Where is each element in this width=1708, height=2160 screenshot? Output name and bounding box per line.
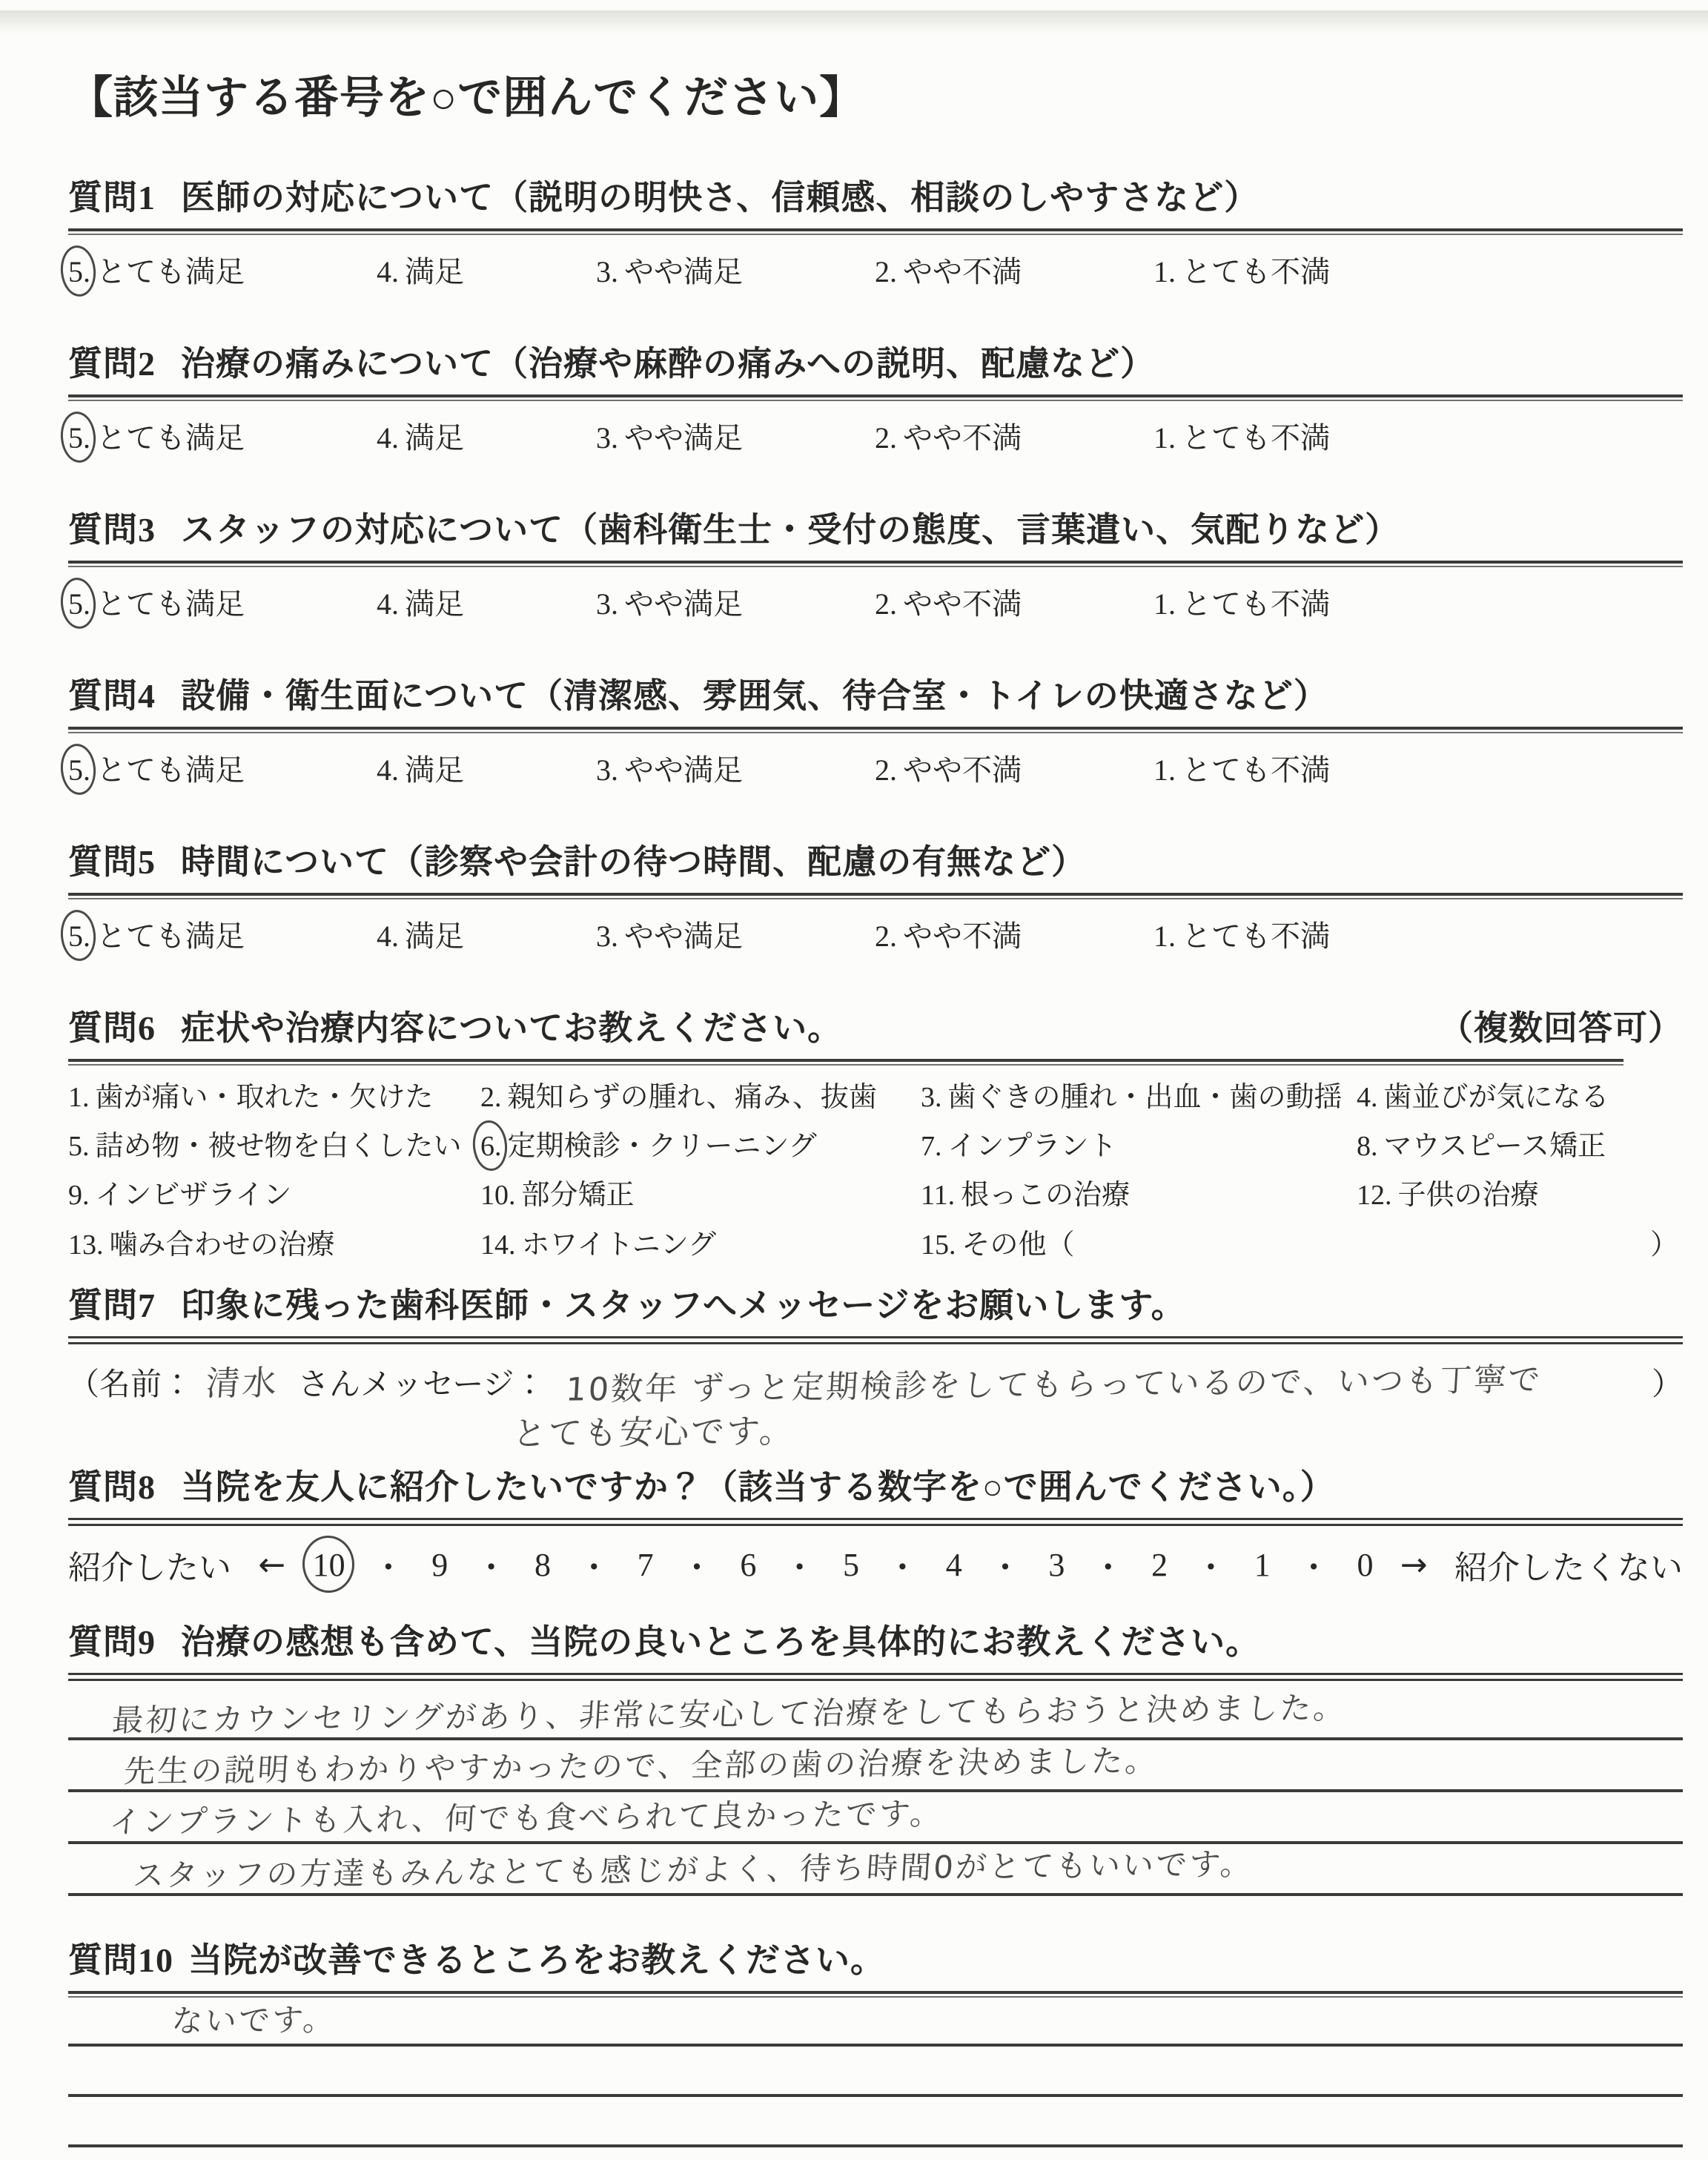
section-divider — [68, 727, 1683, 733]
name-label: （名前： — [68, 1368, 193, 1403]
question-title: 印象に残った歯科医師・スタッフへメッセージをお願いします。 — [181, 1287, 1186, 1325]
nps-number-7: 7 — [637, 1546, 654, 1583]
selection-circle: 5. — [68, 753, 90, 787]
selection-circle: 5. — [68, 420, 90, 455]
question-title: 当院が改善できるところをお教えください。 — [188, 1941, 885, 1980]
nps-number-2: 2 — [1151, 1546, 1168, 1583]
rating-option-label: 満足 — [405, 254, 464, 288]
answer-line — [68, 1681, 1683, 1740]
answer-line — [68, 1844, 1683, 1896]
rating-option-label: 満足 — [405, 420, 464, 455]
message-label: さんメッセージ： — [298, 1368, 546, 1403]
handwritten-message-line1: 10数年 ずっと定期検診をしてもらっているので、いつも丁寧で — [564, 1361, 1543, 1409]
symptom-option-6-selected: 6. 定期検診・クリーニング — [480, 1129, 921, 1163]
rating-option-label: やや満足 — [624, 919, 743, 953]
message-row — [68, 1356, 1683, 1409]
handwritten-name: 清水 — [205, 1362, 280, 1404]
question-4-heading — [68, 675, 1683, 718]
rating-option-2: 2. やや不満 — [875, 254, 1022, 288]
nps-dot: ・ — [577, 1550, 611, 1587]
selection-circle: 5. — [68, 587, 90, 621]
rating-option-2: 2. やや不満 — [875, 919, 1022, 953]
rating-row-q2 — [68, 415, 1683, 457]
question-6-heading — [68, 1007, 1683, 1050]
answer-line — [68, 1792, 1683, 1844]
section-divider — [68, 228, 1683, 235]
rating-option-5-selected — [68, 747, 245, 789]
nps-dot: ・ — [474, 1550, 508, 1587]
question-10 — [68, 1939, 1683, 2160]
rating-option-2: 2. やや不満 — [875, 587, 1022, 621]
question-number: 質問6 — [68, 1008, 156, 1047]
nps-number-1: 1 — [1254, 1546, 1271, 1583]
nps-dot: ・ — [1297, 1550, 1331, 1587]
question-7-heading — [68, 1284, 1683, 1327]
handwritten-answer-line3: インプラントも入れ、何でも食べられて良かったです。 — [108, 1795, 944, 1840]
right-arrow-icon: → — [1400, 1545, 1428, 1584]
question-1-heading — [68, 176, 1683, 219]
symptom-option-3: 3. 歯ぐきの腫れ・出血・歯の動揺 — [921, 1081, 1343, 1113]
handwritten-answer-line2: 先生の説明もわかりやすかったので、全部の歯の治療を決めました。 — [122, 1742, 1159, 1790]
selection-circle-nps-10: 10 — [312, 1546, 345, 1583]
rating-option-4: 4. 満足 — [377, 420, 464, 455]
other-close-paren: ） — [1649, 1229, 1678, 1261]
handwritten-answer-line1: 最初にカウンセリングがあり、非常に安心して治療をしてもらおうと決めました。 — [110, 1689, 1348, 1739]
handwritten-message-line2-wrap — [512, 1405, 1683, 1454]
answer-line — [68, 1998, 1683, 2047]
nps-number-0: 0 — [1357, 1546, 1374, 1583]
symptom-option-1: 1. 歯が痛い・取れた・欠けた — [68, 1081, 434, 1113]
nps-dot: ・ — [989, 1550, 1022, 1587]
section-divider — [68, 1673, 1683, 1681]
question-number: 質問8 — [68, 1468, 156, 1507]
question-9 — [68, 1621, 1683, 1896]
rating-option-1: 1. とても不満 — [1153, 587, 1330, 621]
question-9-heading — [68, 1621, 1683, 1664]
rating-option-3: 3. やや満足 — [596, 753, 743, 787]
selection-circle: 5. — [68, 919, 90, 953]
question-4 — [68, 675, 1683, 789]
symptom-option-14: 14. ホワイトニング — [480, 1229, 717, 1261]
section-divider — [68, 1059, 1623, 1066]
rating-option-label: とても満足 — [96, 753, 245, 787]
section-divider — [68, 561, 1683, 567]
rating-option-4: 4. 満足 — [377, 919, 464, 953]
rating-option-1: 1. とても不満 — [1153, 753, 1330, 787]
rating-option-label: 満足 — [405, 919, 464, 953]
multi-answer-note: （複数回答可） — [1439, 1008, 1683, 1047]
rating-option-label: とても不満 — [1182, 753, 1330, 787]
question-title: スタッフの対応について（歯科衛生士・受付の態度、言葉遣い、気配りなど） — [181, 510, 1400, 549]
form-content — [68, 0, 1683, 2160]
selection-circle: 5. — [68, 254, 90, 288]
question-number: 質問7 — [68, 1287, 156, 1325]
rating-row-q1 — [68, 248, 1683, 291]
rating-option-label: やや不満 — [903, 753, 1022, 787]
answer-line-empty — [68, 2147, 1683, 2160]
question-number: 質問2 — [68, 344, 156, 383]
page-title: 【該当する番号を○で囲んでください】 — [68, 73, 865, 122]
rating-row-q4 — [68, 747, 1683, 789]
nps-dot: ・ — [680, 1550, 713, 1587]
rating-row-q3 — [68, 581, 1683, 623]
rating-option-label: とても満足 — [96, 254, 245, 288]
question-5 — [68, 841, 1683, 955]
symptom-option-11: 11. 根っこの治療 — [921, 1180, 1131, 1212]
nps-dot: ・ — [783, 1550, 816, 1587]
question-6 — [68, 1007, 1683, 1262]
nps-number-5: 5 — [843, 1546, 859, 1583]
symptom-option-7: 7. インプラント — [921, 1131, 1117, 1163]
question-3-heading — [68, 509, 1683, 552]
rating-option-label: とても満足 — [96, 420, 245, 455]
question-3 — [68, 509, 1683, 623]
section-divider — [68, 893, 1683, 899]
rating-option-label: とても不満 — [1182, 919, 1330, 953]
symptom-option-10: 10. 部分矯正 — [480, 1180, 635, 1212]
symptom-option-2: 2. 親知らずの腫れ、痛み、抜歯 — [480, 1081, 878, 1113]
rating-option-label: とても満足 — [96, 919, 245, 953]
nps-right-label: 紹介したくない — [1454, 1550, 1683, 1587]
rating-option-4: 4. 満足 — [377, 587, 464, 621]
question-8-heading — [68, 1466, 1683, 1509]
rating-option-3: 3. やや満足 — [596, 420, 743, 455]
rating-option-4: 4. 満足 — [377, 254, 464, 288]
rating-option-label: やや満足 — [624, 420, 743, 455]
rating-row-q5 — [68, 913, 1683, 955]
question-2 — [68, 343, 1683, 457]
symptom-option-4: 4. 歯並びが気になる — [1357, 1081, 1609, 1113]
rating-option-3: 3. やや満足 — [596, 919, 743, 953]
question-title: 治療の感想も含めて、当院の良いところを具体的にお教えください。 — [181, 1623, 1261, 1662]
nps-number-4: 4 — [945, 1546, 962, 1583]
handwritten-message-line2: とても安心です。 — [512, 1411, 796, 1454]
symptom-option-9: 9. インビザライン — [68, 1180, 292, 1212]
rating-option-label: やや満足 — [624, 254, 743, 288]
rating-option-label: とても不満 — [1182, 587, 1330, 621]
rating-option-label: とても満足 — [96, 587, 245, 621]
question-title: 当院を友人に紹介したいですか？（該当する数字を○で囲んでください。） — [181, 1468, 1335, 1507]
question-number: 質問1 — [68, 179, 156, 217]
symptom-option-5: 5. 詰め物・被せ物を白くしたい — [68, 1131, 462, 1163]
symptom-option-8: 8. マウスピース矯正 — [1357, 1131, 1606, 1163]
nps-number-6: 6 — [740, 1546, 757, 1583]
rating-option-label: とても不満 — [1182, 420, 1330, 455]
symptom-option-12: 12. 子供の治療 — [1357, 1180, 1539, 1212]
nps-dot: ・ — [1091, 1550, 1125, 1587]
question-title: 症状や治療内容についてお教えください。 — [181, 1008, 843, 1047]
nps-dot: ・ — [886, 1550, 919, 1587]
handwritten-answer-line4: スタッフの方達もみんなとても感じがよく、待ち時間0がとてもいいです。 — [131, 1846, 1255, 1894]
rating-option-label: やや不満 — [903, 420, 1022, 455]
question-number: 質問5 — [68, 842, 156, 881]
rating-option-1: 1. とても不満 — [1153, 420, 1330, 455]
rating-option-label: やや不満 — [903, 919, 1022, 953]
rating-option-label: とても不満 — [1182, 254, 1330, 288]
rating-option-5-selected — [68, 248, 245, 291]
rating-option-5-selected — [68, 581, 245, 623]
rating-option-label: やや満足 — [624, 753, 743, 787]
section-divider — [68, 1518, 1683, 1526]
question-title: 治療の痛みについて（治療や麻酔の痛みへの説明、配慮など） — [181, 344, 1156, 383]
rating-option-4: 4. 満足 — [377, 753, 464, 787]
question-title: 時間について（診察や会計の待つ時間、配慮の有無など） — [181, 842, 1087, 881]
symptom-options-grid — [68, 1080, 1683, 1262]
question-5-heading — [68, 841, 1683, 884]
rating-option-3: 3. やや満足 — [596, 587, 743, 621]
nps-left-label: 紹介したい — [68, 1550, 231, 1587]
rating-option-label: やや不満 — [903, 254, 1022, 288]
section-divider — [68, 1336, 1683, 1344]
rating-option-label: 満足 — [405, 587, 464, 621]
question-7 — [68, 1284, 1683, 1454]
nps-number-3: 3 — [1048, 1546, 1065, 1583]
selection-circle: 6. — [480, 1129, 502, 1163]
nps-scale-row — [68, 1541, 1683, 1588]
symptom-option-15-other: 15. その他（ — [921, 1229, 1075, 1261]
rating-option-5-selected — [68, 415, 245, 457]
left-arrow-icon: ← — [258, 1545, 286, 1584]
rating-option-label: やや満足 — [624, 587, 743, 621]
question-2-heading — [68, 343, 1683, 386]
section-divider — [68, 394, 1683, 401]
handwritten-answer: ないです。 — [171, 2001, 338, 2040]
rating-option-5-selected — [68, 913, 245, 955]
close-paren: ） — [1651, 1368, 1683, 1403]
question-number: 質問9 — [68, 1623, 156, 1662]
answer-line-empty — [68, 2047, 1683, 2097]
rating-option-2: 2. やや不満 — [875, 753, 1022, 787]
nps-number-8: 8 — [534, 1546, 551, 1583]
answer-line-empty — [68, 2097, 1683, 2147]
rating-option-1: 1. とても不満 — [1153, 919, 1330, 953]
nps-dot: ・ — [371, 1550, 405, 1587]
nps-number-9: 9 — [431, 1546, 448, 1583]
rating-option-label: やや不満 — [903, 587, 1022, 621]
rating-option-label: 満足 — [405, 753, 464, 787]
question-1 — [68, 176, 1683, 291]
question-10-heading — [68, 1939, 1683, 1982]
answer-line — [68, 1740, 1683, 1792]
question-number: 質問4 — [68, 676, 156, 715]
symptom-option-13: 13. 噛み合わせの治療 — [68, 1229, 335, 1261]
question-number: 質問10 — [68, 1941, 173, 1980]
nps-dot: ・ — [1194, 1550, 1228, 1587]
rating-option-2: 2. やや不満 — [875, 420, 1022, 455]
question-title: 設備・衛生面について（清潔感、雰囲気、待合室・トイレの快適さなど） — [181, 676, 1328, 715]
rating-option-1: 1. とても不満 — [1153, 254, 1330, 288]
rating-option-3: 3. やや満足 — [596, 254, 743, 288]
question-title: 医師の対応について（説明の明快さ、信頼感、相談のしやすさなど） — [181, 179, 1260, 217]
question-8 — [68, 1466, 1683, 1588]
question-number: 質問3 — [68, 510, 156, 549]
